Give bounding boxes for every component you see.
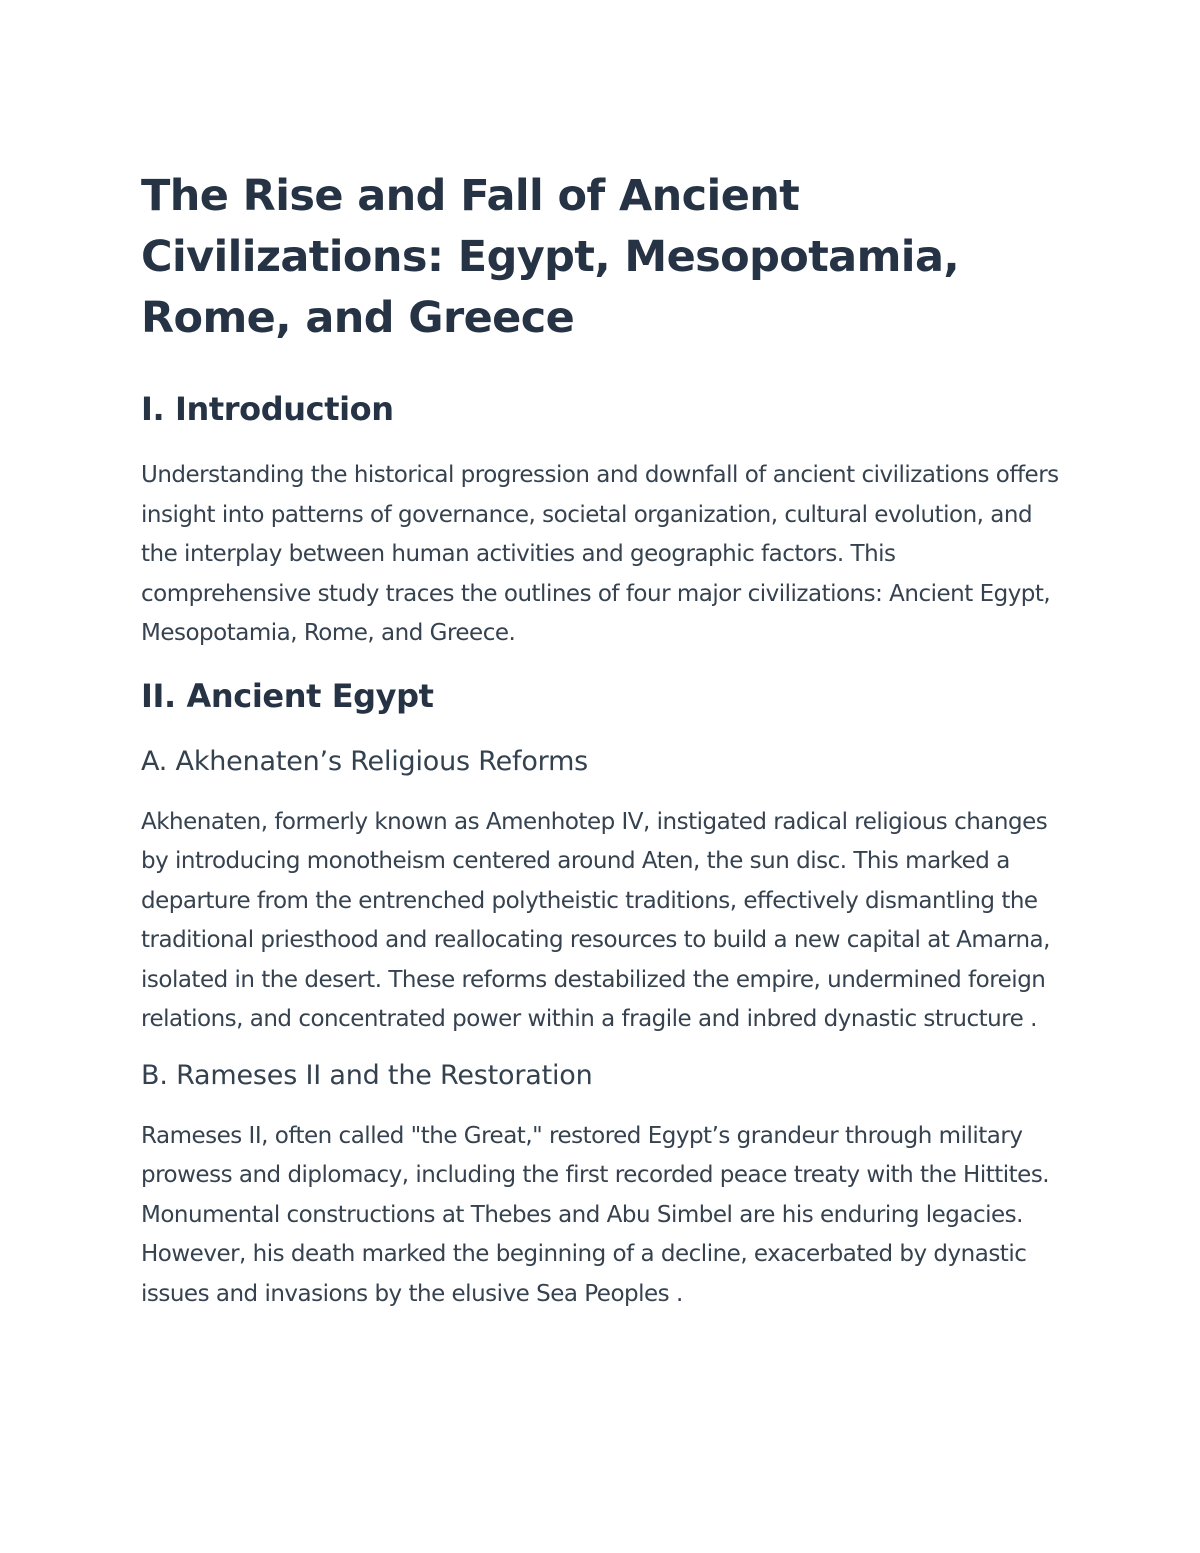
subsection-heading-rameses: B. Rameses II and the Restoration	[141, 1059, 593, 1091]
document-page	[141, 166, 1071, 1314]
akhenaten-paragraph: Akhenaten, formerly known as Amenhotep IV, instigated radical religious changes by introducing monotheism centered around Aten, the sun disc. This marked a departure from the entrenched polytheistic traditions, effectively dismantling the traditional priesthood and reallocating resources to build a new capital at Amarna, isolated in the desert. These reforms destabilized the empire, undermined foreign relations, and concentrated power within a fragile and inbred dynastic structure .	[141, 808, 1050, 1032]
subsection-heading-akhenaten: A. Akhenaten’s Religious Reforms	[141, 745, 589, 777]
introduction-paragraph: Understanding the historical progression and downfall of ancient civilizations offers insight into patterns of governance, societal organization, cultural evolution, and the interplay between human activities and geographic factors. This comprehensive study traces the outlines of four major civilizations: Ancient Egypt, Mesopotamia, Rome, and Greece.	[141, 462, 1059, 646]
document-title: The Rise and Fall of Ancient Civilizations: Egypt, Mesopotamia, Rome, and Greece	[141, 171, 960, 343]
section-heading-introduction: I. Introduction	[141, 390, 394, 428]
section-heading-ancient-egypt: II. Ancient Egypt	[141, 676, 434, 715]
rameses-paragraph: Rameses II, often called "the Great," restored Egypt’s grandeur through military prowess and diplomacy, including the first recorded peace treaty with the Hittites. Monumental constructions at Thebes and Abu Simbel are his enduring legacies. However, his death marked the beginning of a decline, exacerbated by dynastic issues and invasions by the elusive Sea Peoples .	[141, 1122, 1050, 1307]
